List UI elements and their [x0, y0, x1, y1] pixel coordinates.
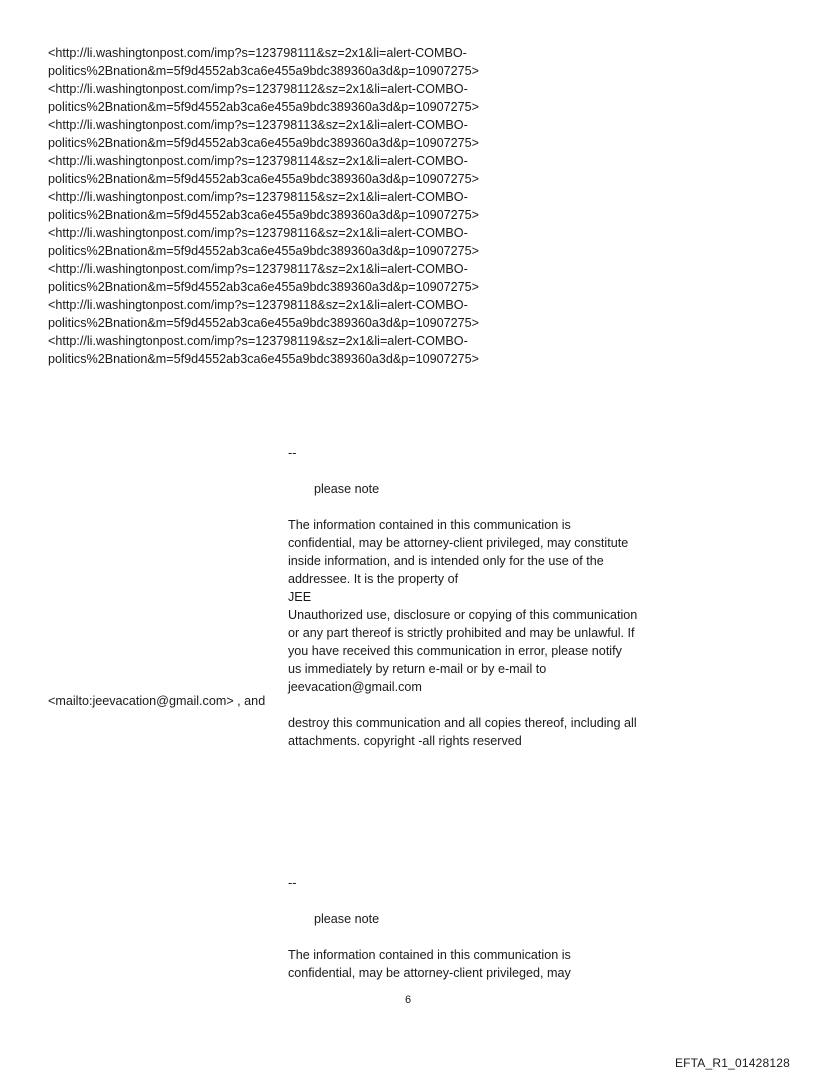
link-line: politics%2Bnation&m=5f9d4552ab3ca6e455a9bdc389360a3d&p=10907275>	[48, 172, 480, 186]
link-line: <http://li.washingtonpost.com/imp?s=123798115&sz=2x1&li=alert-COMBO-	[48, 190, 468, 204]
notice-paragraph: The information contained in this communication is confidential, may be attorney-client privileged, may	[288, 948, 571, 980]
link-line: <http://li.washingtonpost.com/imp?s=123798113&sz=2x1&li=alert-COMBO-	[48, 118, 468, 132]
mailto-line: <mailto:jeevacation@gmail.com> , and	[48, 694, 266, 708]
notice-heading: please note	[314, 482, 380, 496]
document-id: EFTA_R1_01428128	[674, 1056, 790, 1070]
link-line: politics%2Bnation&m=5f9d4552ab3ca6e455a9bdc389360a3d&p=10907275>	[48, 64, 480, 78]
link-line: <http://li.washingtonpost.com/imp?s=123798117&sz=2x1&li=alert-COMBO-	[48, 262, 468, 276]
notice-heading: please note	[314, 912, 380, 926]
page-number: 6	[404, 994, 412, 1006]
link-line: politics%2Bnation&m=5f9d4552ab3ca6e455a9bdc389360a3d&p=10907275>	[48, 208, 480, 222]
notice-paragraph: Unauthorized use, disclosure or copying of this communication or any part thereof is strictly prohibited and may be unlawful. If you have received this communication in error, please notify us immediately by return e-mail or by e-mail to jeevacation@gmail.com	[288, 608, 638, 694]
confidentiality-notice-2	[288, 874, 638, 982]
link-line: <http://li.washingtonpost.com/imp?s=123798118&sz=2x1&li=alert-COMBO-	[48, 298, 468, 312]
link-line: politics%2Bnation&m=5f9d4552ab3ca6e455a9bdc389360a3d&p=10907275>	[48, 316, 480, 330]
link-line: <http://li.washingtonpost.com/imp?s=123798116&sz=2x1&li=alert-COMBO-	[48, 226, 468, 240]
signature-separator: --	[288, 876, 297, 890]
link-line: politics%2Bnation&m=5f9d4552ab3ca6e455a9bdc389360a3d&p=10907275>	[48, 100, 480, 114]
notice-paragraph: The information contained in this communication is confidential, may be attorney-client privileged, may constitute inside information, and is intended only for the use of the addressee. It is the property of	[288, 518, 629, 586]
link-line: politics%2Bnation&m=5f9d4552ab3ca6e455a9bdc389360a3d&p=10907275>	[48, 352, 480, 366]
link-line: <http://li.washingtonpost.com/imp?s=123798119&sz=2x1&li=alert-COMBO-	[48, 334, 468, 348]
link-line: politics%2Bnation&m=5f9d4552ab3ca6e455a9bdc389360a3d&p=10907275>	[48, 280, 480, 294]
notice-owner: JEE	[288, 590, 312, 604]
notice-paragraph: destroy this communication and all copies thereof, including all attachments. copyright -all rights reserved	[288, 716, 637, 748]
tracking-links	[48, 44, 608, 368]
signature-separator: --	[288, 446, 297, 460]
confidentiality-notice-1	[288, 444, 638, 750]
link-line: <http://li.washingtonpost.com/imp?s=123798112&sz=2x1&li=alert-COMBO-	[48, 82, 468, 96]
link-line: <http://li.washingtonpost.com/imp?s=123798111&sz=2x1&li=alert-COMBO-	[48, 46, 467, 60]
link-line: politics%2Bnation&m=5f9d4552ab3ca6e455a9bdc389360a3d&p=10907275>	[48, 136, 480, 150]
link-line: politics%2Bnation&m=5f9d4552ab3ca6e455a9bdc389360a3d&p=10907275>	[48, 244, 480, 258]
link-line: <http://li.washingtonpost.com/imp?s=123798114&sz=2x1&li=alert-COMBO-	[48, 154, 468, 168]
